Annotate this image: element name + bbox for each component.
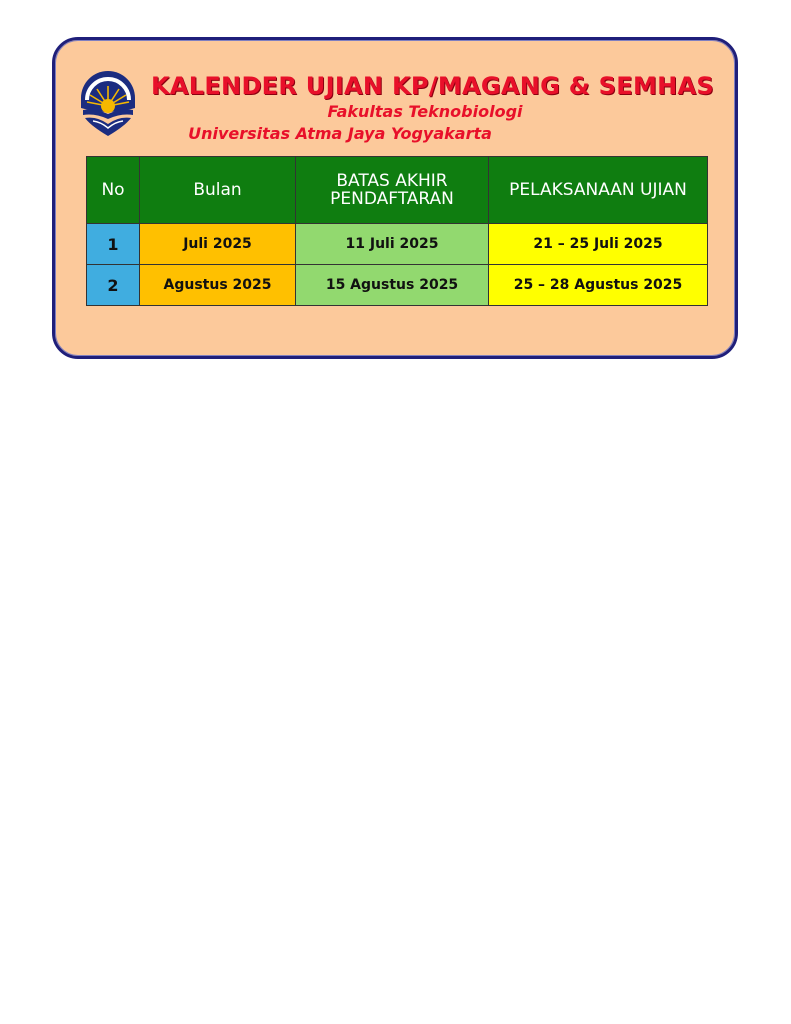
row-pelaksanaan: 21 – 25 Juli 2025 (489, 224, 708, 265)
row-batas: 15 Agustus 2025 (296, 265, 489, 306)
row-no: 2 (87, 265, 140, 306)
schedule-table (86, 156, 708, 306)
column-header-no: No (87, 157, 140, 224)
table-row (87, 265, 708, 306)
column-header-bulan: Bulan (140, 157, 296, 224)
table-header-row (87, 157, 708, 224)
row-no: 1 (87, 224, 140, 265)
faculty-name: Fakultas Teknobiologi (327, 102, 523, 121)
row-bulan: Juli 2025 (140, 224, 296, 265)
page-title: KALENDER UJIAN KP/MAGANG & SEMHAS (151, 72, 714, 100)
university-name: Universitas Atma Jaya Yogyakarta (188, 124, 492, 143)
row-pelaksanaan: 25 – 28 Agustus 2025 (489, 265, 708, 306)
schedule-card (52, 37, 738, 359)
column-header-batas (296, 157, 489, 224)
row-batas: 11 Juli 2025 (296, 224, 489, 265)
table-row (87, 224, 708, 265)
row-bulan: Agustus 2025 (140, 265, 296, 306)
column-header-batas-label: BATAS AKHIR PENDAFTARAN (330, 171, 454, 209)
column-header-pelaksanaan: PELAKSANAAN UJIAN (489, 157, 708, 224)
